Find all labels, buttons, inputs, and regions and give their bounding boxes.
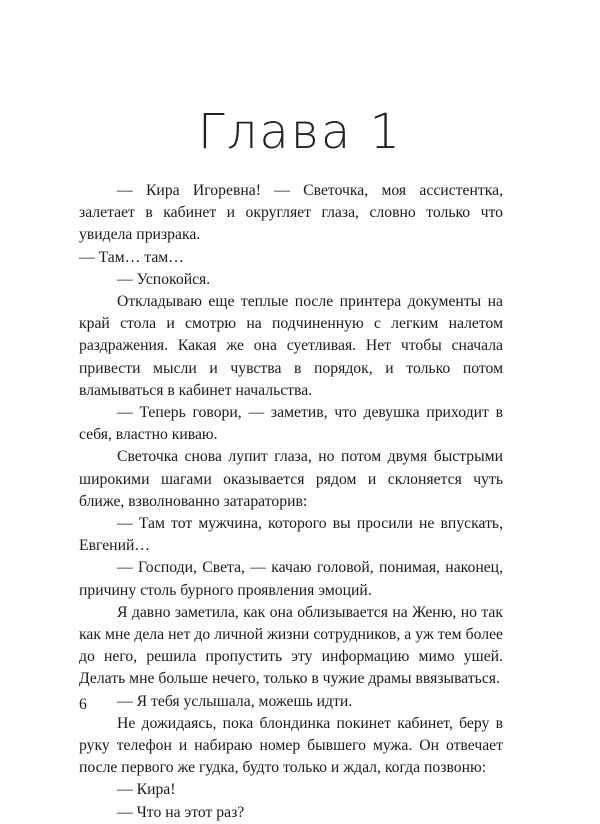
paragraph: Светочка снова лупит глаза, но потом двумя быстрыми широкими шагами оказывается рядом и склоняется чуть ближе, взволнованно затараторив: (79, 448, 503, 510)
paragraph: Откладываю еще теплые после принтера документы на край стола и смотрю на подчиненную с легким налетом раздражения. Какая же она суетливая. Нет чтобы сначала привести мысли и чувства в порядок, и только потом вламываться в кабинет начальства. (79, 293, 503, 399)
paragraph: — Теперь говори, — заметив, что девушка приходит в себя, властно киваю. (79, 404, 503, 444)
paragraph: — Кира Игоревна! — Светочка, моя ассистентка, залетает в кабинет и округляет глаза, словно только что увидела призрака. (79, 182, 503, 244)
paragraph: Не дожидаясь, пока блондинка покинет кабинет, беру в руку телефон и набираю номер бывшего мужа. Он отвечает после первого же гудка, будто только и ждал, когда позвоню: (79, 714, 503, 777)
paragraph: — Что на этот раз? (117, 803, 245, 821)
paragraph: — Кира! (117, 781, 176, 799)
paragraph: Я давно заметила, как она облизывается на Женю, но так как мне дела нет до личной жизни сотрудников, а уж тем более до него, решила пропустить эту информацию мимо ушей. Делать мне больше нечего, только в чужие драмы ввязываться. (79, 603, 503, 688)
paragraph: — Успокойся. (117, 270, 211, 288)
chapter-body (79, 180, 503, 824)
paragraph: — Там тот мужчина, которого вы просили не впускать, Евгений… (79, 515, 503, 555)
chapter-title: Глава 1 (197, 104, 403, 160)
paragraph: — Там… там… (79, 248, 184, 266)
paragraph: — Я тебя услышала, можешь идти. (117, 692, 353, 710)
paragraph: — Господи, Света, — качаю головой, понимая, наконец, причину столь бурного проявления эмоций. (79, 559, 503, 599)
page-number: 6 (79, 696, 87, 713)
